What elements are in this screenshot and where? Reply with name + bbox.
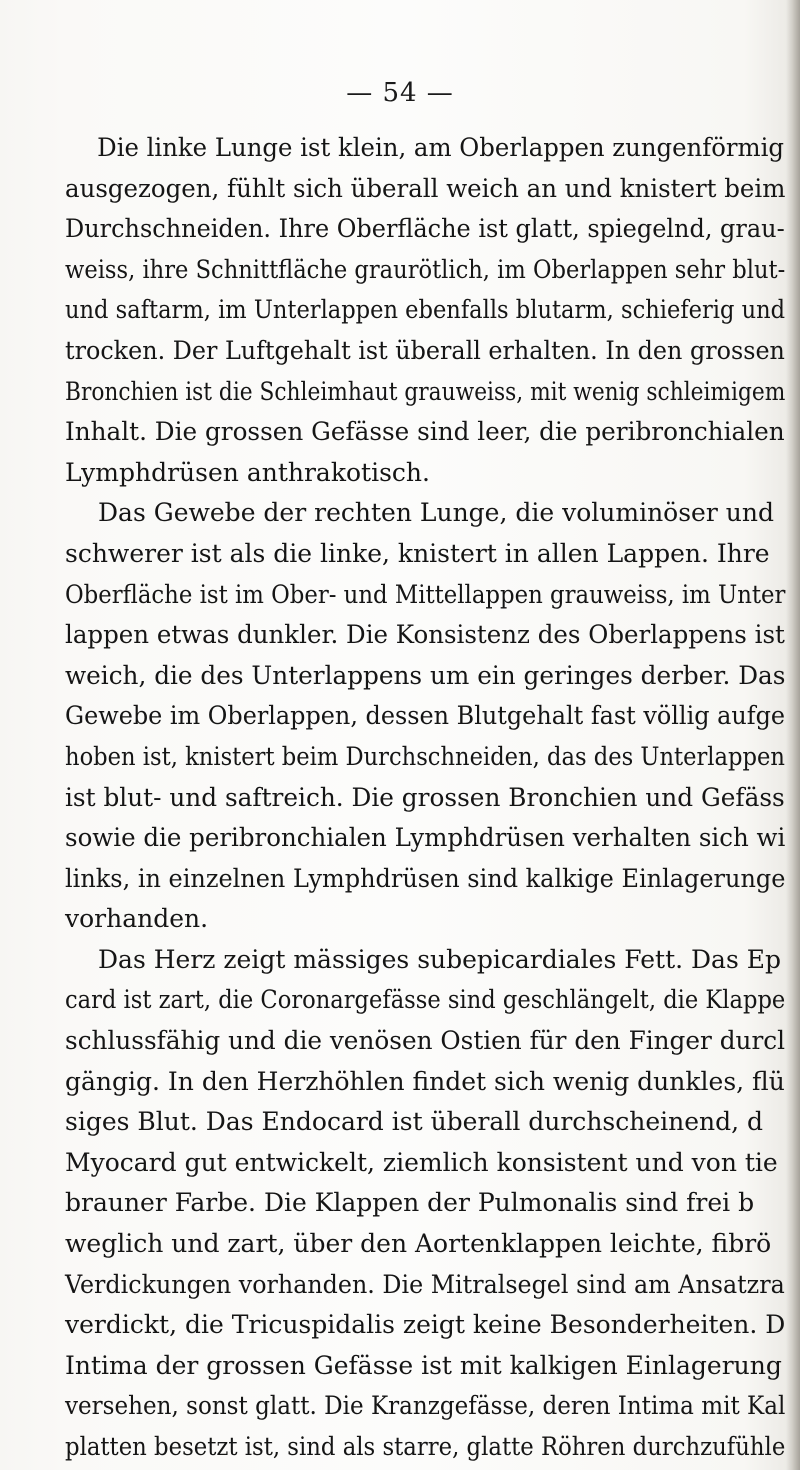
text-line: Die linke Lunge ist klein, am Oberlappen zungenförmig <box>97 133 785 162</box>
text-line: Das Gewebe der rechten Lunge, die voluminöser und <box>98 498 774 528</box>
text-line: versehen, sonst glatt. Die Kranzgefässe, deren Intima mit Kal <box>65 1391 786 1421</box>
text-line: Verdickungen vorhanden. Die Mitralsegel sind am Ansatzra <box>65 1269 785 1299</box>
text-line: links, in einzelnen Lymphdrüsen sind kalkige Einlagerunge <box>65 863 786 893</box>
text-line: schlussfähig und die venösen Ostien für den Finger durcl <box>65 1026 786 1056</box>
text-line: siges Blut. Das Endocard ist überall durchscheinend, d <box>65 1107 764 1137</box>
text-line: brauner Farbe. Die Klappen der Pulmonalis sind frei b <box>65 1188 755 1218</box>
text-line: vorhanden. <box>65 904 209 934</box>
text-line: platten besetzt ist, sind als starre, glatte Röhren durchzufühle <box>65 1432 786 1461</box>
text-line: Myocard gut entwickelt, ziemlich konsistent und von tie <box>65 1147 778 1177</box>
text-line: Intima der grossen Gefässe ist mit kalkigen Einlagerung <box>65 1350 782 1380</box>
text-line: Gewebe im Oberlappen, dessen Blutgehalt fast völlig aufge <box>65 701 786 731</box>
text-line: ausgezogen, fühlt sich überall weich an und knistert beim <box>65 173 786 203</box>
body-text <box>65 128 785 1468</box>
text-line: Durchschneiden. Ihre Oberfläche ist glatt, spiegelnd, grau- <box>65 214 785 244</box>
text-line: Lymphdrüsen anthrakotisch. <box>65 457 430 487</box>
text-line: ist blut- und saftreich. Die grossen Bronchien und Gefäss <box>65 782 785 812</box>
text-line: Das Herz zeigt mässiges subepicardiales Fett. Das Ep <box>98 944 781 974</box>
text-line: weglich und zart, über den Aortenklappen leichte, fibrö <box>65 1229 772 1259</box>
page-number: — 54 — <box>346 78 454 108</box>
text-line: Bronchien ist die Schleimhaut grauweiss, mit wenig schleimigem <box>65 376 786 406</box>
text-line: weiss, ihre Schnittfläche graurötlich, im Oberlappen sehr blut- <box>65 254 786 284</box>
text-line: trocken. Der Luftgehalt ist überall erhalten. In den grossen <box>65 335 785 365</box>
text-line: verdickt, die Tricuspidalis zeigt keine Besonderheiten. D <box>65 1310 786 1340</box>
text-line: weich, die des Unterlappens um ein geringes derber. Das <box>65 660 786 690</box>
text-line: card ist zart, die Coronargefässe sind geschlängelt, die Klappe <box>65 985 786 1015</box>
text-line: schwerer ist als die linke, knistert in allen Lappen. Ihre <box>65 538 770 568</box>
text-line: Oberfläche ist im Ober- und Mittellappen grauweiss, im Unter <box>65 579 786 609</box>
text-line: lappen etwas dunkler. Die Konsistenz des Oberlappens ist <box>65 620 785 650</box>
text-line: gängig. In den Herzhöhlen findet sich wenig dunkles, flü <box>65 1066 785 1096</box>
text-line: Inhalt. Die grossen Gefässe sind leer, die peribronchialen <box>65 417 785 447</box>
text-line: hoben ist, knistert beim Durchschneiden, das des Unterlappen <box>65 741 785 771</box>
page-edge-shadow <box>786 0 800 1470</box>
text-line: und saftarm, im Unterlappen ebenfalls blutarm, schieferig und <box>65 295 786 325</box>
text-line: sowie die peribronchialen Lymphdrüsen verhalten sich wi <box>65 823 786 853</box>
